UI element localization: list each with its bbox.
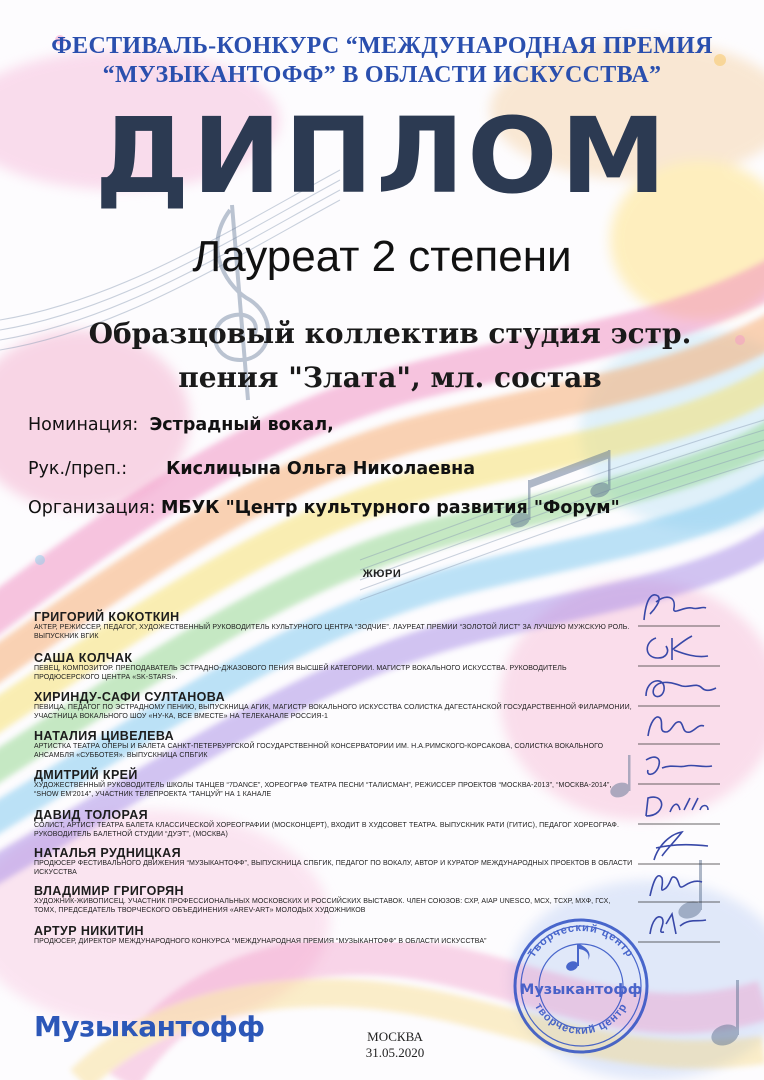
jury-member-description: ПЕВИЦА, ПЕДАГОГ ПО ЭСТРАДНОМУ ПЕНИЮ, ВЫПУСКНИЦА АГИК, МАГИСТР ВОКАЛЬНОГО ИСКУССТВА СОЛИСТКА ДАГЕСТАНСКОЙ ГОСУДАРСТВЕННОЙ ФИЛАРМОНИИ, УЧАСТНИЦА ВОКАЛЬНОГО ШОУ «НУ-КА, ВСЕ ВМЕСТЕ» НА ТЕЛЕКАНАЛЕ РОССИЯ-1 bbox=[34, 704, 632, 720]
city: МОСКВА bbox=[367, 1029, 423, 1044]
signature-image bbox=[636, 786, 722, 826]
jury-member-name: ВЛАДИМИР ГРИГОРЯН bbox=[34, 884, 184, 898]
jury-member-description: ХУДОЖНИК-ЖИВОПИСЕЦ. УЧАСТНИК ПРОФЕССИОНАЛЬНЫХ МОСКОВСКИХ И РОССИЙСКИХ ВЫСТАВОК. ЧЛЕН СОЮЗОВ: СХР, AIAP UNESCO, МСХ, ТСХР, МХФ, ГСХ, ТОМХ, ПРЕДСЕДАТЕЛЬ ТВОРЧЕСКОГО ОБЪЕДИНЕНИЯ «AREV-ART» МОЛОДЫХ ХУДОЖНИКОВ bbox=[34, 898, 611, 914]
festival-title-line-2: “МУЗЫКАНТОФФ” В ОБЛАСТИ ИСКУССТВА” bbox=[102, 62, 662, 88]
signature-image bbox=[636, 826, 722, 866]
teacher-field bbox=[28, 458, 475, 480]
stamp-bottom-text: творческий центр bbox=[532, 1001, 630, 1037]
nomination-value: Эстрадный вокал, bbox=[149, 415, 334, 435]
jury-member-name: НАТАЛЬЯ РУДНИЦКАЯ bbox=[34, 846, 181, 860]
jury-member bbox=[34, 610, 634, 641]
jury-member-name: ДМИТРИЙ КРЕЙ bbox=[34, 768, 138, 782]
recipient-line-1: Образцовый коллектив студия эстр. bbox=[88, 317, 692, 350]
signature-image bbox=[636, 628, 722, 668]
jury-member bbox=[34, 729, 634, 760]
issue-date: 31.05.2020 bbox=[365, 1045, 425, 1060]
jury-member-description: ХУДОЖЕСТВЕННЫЙ РУКОВОДИТЕЛЬ ШКОЛЫ ТАНЦЕВ “7DANCE”, ХОРЕОГРАФ ТЕАТРА ПЕСНИ “ТАЛИСМАН”, РЕЖИССЕР ПРОЕКТОВ “МОСКВА-2013”, “МОСКВА-2014”, “SHOW EM'2014”, УЧАСТНИК ТЕЛЕПРОЕКТА “ТАНЦУЙ” НА 1 КАНАЛЕ bbox=[34, 782, 612, 798]
laureate-degree: Лауреат 2 степени bbox=[192, 232, 572, 281]
jury-member bbox=[34, 846, 634, 877]
svg-text:творческий центр bbox=[532, 1001, 630, 1037]
stamp-top-text: Творческий центр bbox=[525, 921, 637, 960]
recipient-name bbox=[40, 312, 740, 400]
stamp-center-text: Музыкантофф bbox=[519, 982, 643, 998]
jury-member bbox=[34, 768, 634, 799]
svg-text:Творческий центр bbox=[526, 922, 636, 960]
jury-member-description: АРТИСТКА ТЕАТРА ОПЕРЫ И БАЛЕТА САНКТ-ПЕТЕРБУРГСКОЙ ГОСУДАРСТВЕННОЙ КОНСЕРВАТОРИИ ИМ. Н.А.РИМСКОГО-КОРСАКОВА, СОЛИСТКА ВОКАЛЬНОГО АНСАМБЛЯ «СУББОТЕЯ». ВЫПУСКНИЦА СПБГИК bbox=[34, 743, 604, 759]
jury-heading: ЖЮРИ bbox=[362, 568, 402, 580]
festival-title-line-1: ФЕСТИВАЛЬ-КОНКУРС “МЕЖДУНАРОДНАЯ ПРЕМИЯ bbox=[51, 33, 713, 59]
teacher-value: Кислицына Ольга Николаевна bbox=[166, 459, 475, 479]
jury-member bbox=[34, 690, 634, 721]
jury-member bbox=[34, 808, 634, 839]
recipient-line-2: пения "Злата", мл. состав bbox=[178, 361, 602, 394]
nomination-label: Номинация: bbox=[28, 415, 139, 435]
jury-member-description: ПРОДЮСЕР ФЕСТИВАЛЬНОГО ДВИЖЕНИЯ “МУЗЫКАНТОФФ”, ВЫПУСКНИЦА СПБГИК, ПЕДАГОГ ПО ВОКАЛУ, АВТОР И КУРАТОР МЕЖДУНАРОДНЫХ ПРОЕКТОВ В ОБЛАСТИ ИСКУССТВА bbox=[34, 860, 633, 876]
jury-member-name: ГРИГОРИЙ КОКОТКИН bbox=[34, 610, 180, 624]
jury-member-name: ХИРИНДУ-САФИ СУЛТАНОВА bbox=[34, 690, 226, 704]
signature-image bbox=[636, 864, 722, 904]
jury-member-description: ПЕВЕЦ, КОМПОЗИТОР. ПРЕПОДАВАТЕЛЬ ЭСТРАДНО-ДЖАЗОВОГО ПЕНИЯ ВЫСШЕЙ КАТЕГОРИИ. МАГИСТР ВОКАЛЬНОГО ИСКУССТВА. РУКОВОДИТЕЛЬ ПРОДЮСЕРСКОГО ЦЕНТРА «SK-STARS». bbox=[34, 665, 567, 681]
jury-member bbox=[34, 651, 634, 682]
jury-member bbox=[34, 884, 634, 915]
nomination-field bbox=[28, 414, 334, 436]
organization-label: Организация: bbox=[28, 498, 156, 518]
jury-member-name: НАТАЛИЯ ЦИВЕЛЕВА bbox=[34, 729, 175, 743]
signature-image bbox=[636, 706, 722, 746]
jury-member-name: АРТУР НИКИТИН bbox=[34, 924, 144, 938]
jury-member-name: САША КОЛЧАК bbox=[34, 651, 133, 665]
organization-value: МБУК "Центр культурного развития "Форум" bbox=[160, 498, 620, 518]
signature-image bbox=[636, 746, 722, 786]
stamp-seal bbox=[508, 914, 654, 1054]
teacher-label: Рук./преп.: bbox=[28, 459, 128, 479]
signature-image bbox=[636, 668, 722, 708]
diploma-title: ДИПЛОМ bbox=[94, 95, 670, 217]
jury-member-name: ДАВИД ТОЛОРАЯ bbox=[34, 808, 149, 822]
organization-field bbox=[28, 497, 620, 519]
jury-member-description: ПРОДЮСЕР, ДИРЕКТОР МЕЖДУНАРОДНОГО КОНКУРСА “МЕЖДУНАРОДНАЯ ПРЕМИЯ “МУЗЫКАНТОФФ” В ОБЛАСТИ ИСКУССТВА” bbox=[34, 938, 487, 945]
musicantoff-logo: Музыкантофф bbox=[34, 1010, 265, 1043]
jury-member-description: АКТЕР, РЕЖИССЕР, ПЕДАГОГ, ХУДОЖЕСТВЕННЫЙ РУКОВОДИТЕЛЬ КУЛЬТУРНОГО ЦЕНТРА “ЗОДЧИЕ”. ЛАУРЕАТ ПРЕМИИ “ЗОЛОТОЙ ЛИСТ” ЗА ЛУЧШУЮ МУЖСКУЮ РОЛЬ. ВЫПУСКНИК ВГИК bbox=[34, 624, 630, 640]
signature-image bbox=[636, 588, 722, 628]
jury-member-description: СОЛИСТ, АРТИСТ ТЕАТРА БАЛЕТА КЛАССИЧЕСКОЙ ХОРЕОГРАФИИ (МОСКОНЦЕРТ), ВХОДИТ В ХУДСОВЕТ ТЕАТРА. ВЫПУСКНИК РАТИ (ГИТИС), ПЕДАГОГ ХОРЕОГРАФ. РУКОВОДИТЕЛЬ БАЛЕТНОЙ СТУДИИ “ДУЭТ”, (МОСКВА) bbox=[34, 822, 620, 838]
